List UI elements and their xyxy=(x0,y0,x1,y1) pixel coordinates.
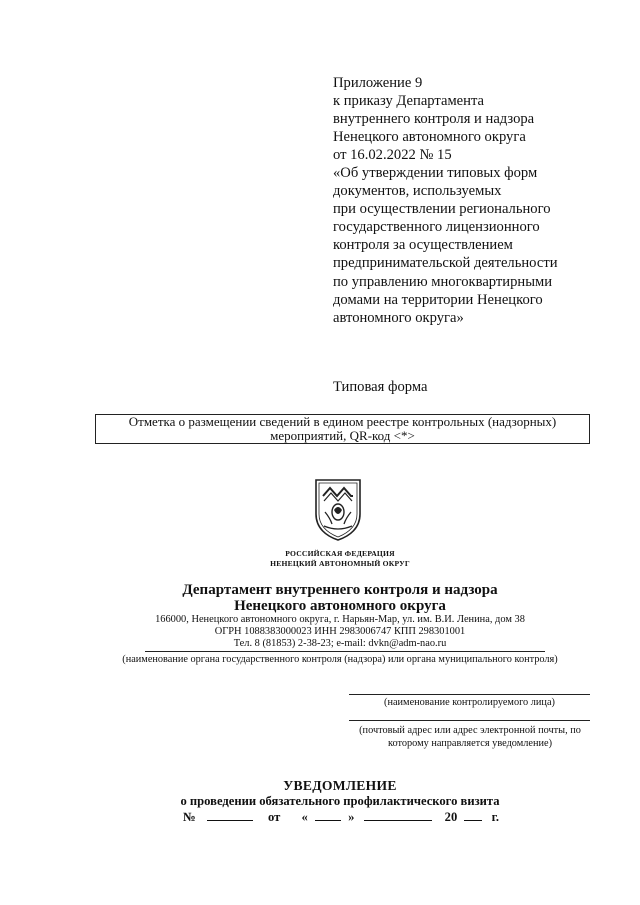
year-prefix: 20 xyxy=(444,810,458,824)
coat-of-arms-icon xyxy=(310,474,366,542)
region-name: НЕНЕЦКИЙ АВТОНОМНЫЙ ОКРУГ xyxy=(270,559,410,568)
organ-caption: (наименование органа государственного контроля (надзора) или органа муниципального контроля) xyxy=(122,654,558,665)
appendix-line: автономного округа» xyxy=(333,309,464,326)
department-ogrn: ОГРН 1088383000023 ИНН 2983006747 КПП 298301001 xyxy=(214,626,466,637)
appendix-line: по управлению многоквартирными xyxy=(333,273,553,290)
number-label: № xyxy=(183,810,196,824)
number-field[interactable] xyxy=(207,809,253,821)
notice-subtitle: о проведении обязательного профилактического визита xyxy=(180,794,500,808)
notice-title: УВЕДОМЛЕНИЕ xyxy=(283,778,397,793)
appendix-line: Ненецкого автономного округа xyxy=(333,129,526,146)
qr-registry-box xyxy=(95,414,590,444)
department-contacts: Тел. 8 (81853) 2-38-23; e-mail: dvkn@adm-nao.ru xyxy=(233,638,447,649)
qr-box-line: Отметка о размещении сведений в едином реестре контрольных (надзорных) xyxy=(128,414,557,429)
notice-number-date-line xyxy=(183,809,499,825)
appendix-header xyxy=(333,74,623,327)
appendix-line: внутреннего контроля и надзора xyxy=(333,111,535,128)
controlled-person-field[interactable] xyxy=(349,694,590,695)
controlled-person-caption: (наименование контролируемого лица) xyxy=(384,697,555,708)
year-suffix: г. xyxy=(491,810,500,824)
postal-address-field[interactable] xyxy=(349,720,590,721)
appendix-line: документов, используемых xyxy=(333,183,502,200)
appendix-line: домами на территории Ненецкого xyxy=(333,291,543,308)
month-field[interactable] xyxy=(364,809,432,821)
appendix-line: «Об утверждении типовых форм xyxy=(333,165,538,182)
appendix-line: от 16.02.2022 № 15 xyxy=(333,147,452,164)
postal-address-caption xyxy=(345,724,595,750)
department-name-line2: Ненецкого автономного округа xyxy=(234,598,446,614)
appendix-line: контроля за осуществлением xyxy=(333,237,513,254)
appendix-line: Приложение 9 xyxy=(333,75,423,91)
appendix-line: предпринимательской деятельности xyxy=(333,255,558,272)
quote-close: » xyxy=(348,810,355,824)
postal-caption-line: (почтовый адрес или адрес электронной почты, по xyxy=(359,725,581,736)
department-name-line1: Департамент внутреннего контроля и надзора xyxy=(182,582,498,598)
appendix-line: при осуществлении регионального xyxy=(333,201,551,218)
quote-open: « xyxy=(301,810,308,824)
department-address: 166000, Ненецкого автономного округа, г. Нарьян-Мар, ул. им. В.И. Ленина, дом 38 xyxy=(155,614,525,625)
postal-caption-line: которому направляется уведомление) xyxy=(387,738,552,749)
country-name: РОССИЙСКАЯ ФЕДЕРАЦИЯ xyxy=(285,549,395,558)
qr-box-line: мероприятий, QR-код <*> xyxy=(270,428,415,443)
form-type-label: Типовая форма xyxy=(333,379,428,395)
appendix-line: государственного лицензионного xyxy=(333,219,540,236)
year-field[interactable] xyxy=(464,809,482,821)
day-field[interactable] xyxy=(315,809,341,821)
appendix-line: к приказу Департамента xyxy=(333,93,484,110)
organ-underline xyxy=(145,651,545,652)
from-label: от xyxy=(267,810,281,824)
